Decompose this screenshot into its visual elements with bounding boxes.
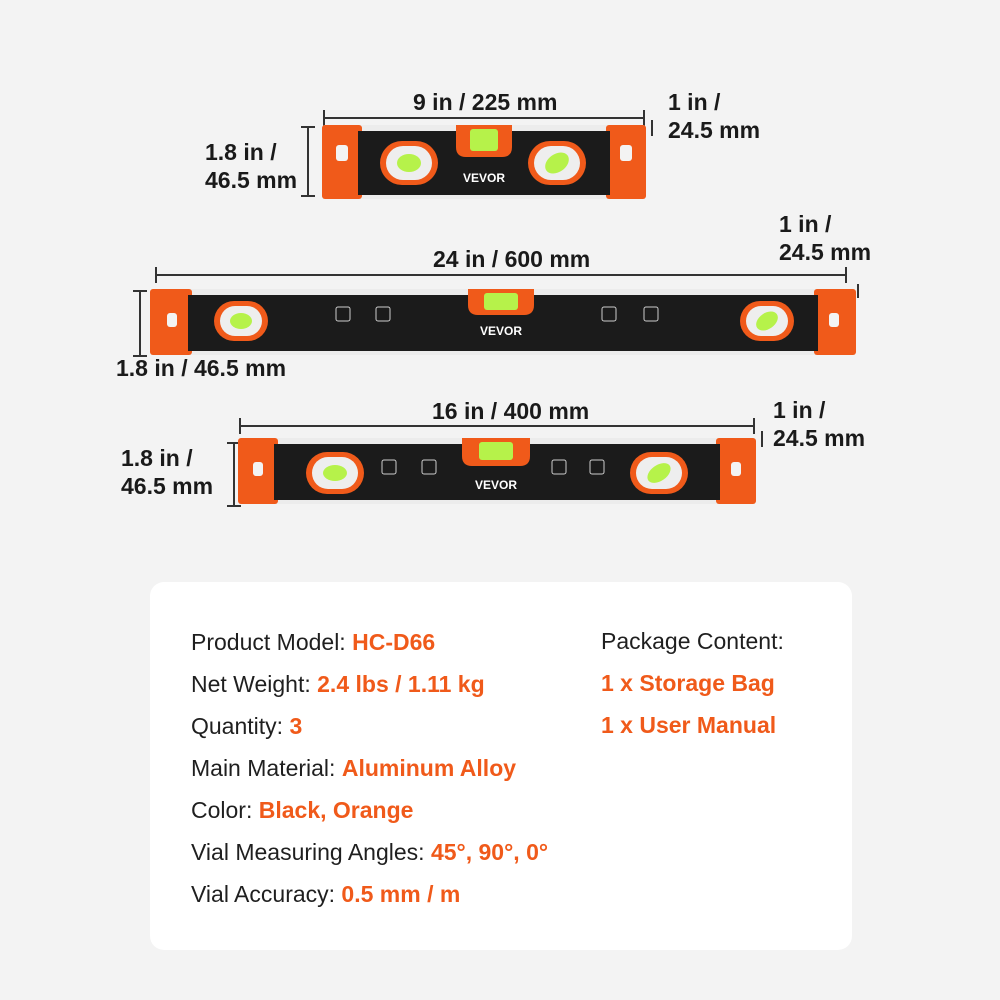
spec-value: 0.5 mm / m [341, 881, 461, 907]
width-label-line1: 1 in / [668, 89, 721, 115]
level-24in [150, 289, 856, 355]
dimension-tick [753, 418, 755, 434]
width-label-line2: 24.5 mm [779, 239, 872, 265]
spec-value: 3 [289, 713, 303, 739]
height-dimension-line [307, 126, 309, 196]
dimension-tick [845, 267, 847, 283]
spec-value: Aluminum Alloy [341, 755, 517, 781]
spec-product-model [191, 628, 435, 656]
spec-label: Main Material: [191, 755, 342, 781]
spec-value: 2.4 lbs / 1.11 kg [317, 671, 485, 697]
dimension-tick [239, 418, 241, 434]
brand-logo: VEVOR [474, 478, 518, 492]
width-label-line2: 24.5 mm [773, 425, 866, 451]
dimension-tick [643, 110, 645, 126]
height-label-line2: 46.5 mm [205, 167, 298, 193]
dimension-tick [155, 267, 157, 283]
width-dimension-line [857, 284, 859, 298]
length-label: 24 in / 600 mm [433, 246, 591, 272]
height-label-line1: 1.8 in / [205, 139, 277, 165]
spec-label: Quantity: [191, 713, 290, 739]
height-label-line2: 46.5 mm [121, 473, 214, 499]
width-label-line1: 1 in / [773, 397, 826, 423]
dimension-tick [301, 126, 315, 128]
spec-label: Net Weight: [191, 671, 318, 697]
dimension-tick [323, 110, 325, 126]
height-dimension-line [233, 442, 235, 506]
package-content-title: Package Content: [601, 628, 784, 654]
spec-color [191, 796, 413, 824]
spec-value: HC-D66 [352, 629, 436, 655]
length-label: 9 in / 225 mm [413, 89, 558, 115]
length-dimension-line [240, 425, 754, 427]
spec-value: Black, Orange [258, 797, 414, 823]
length-dimension-line [156, 274, 846, 276]
height-label: 1.8 in / 46.5 mm [116, 355, 287, 381]
package-item: 1 x Storage Bag [601, 670, 775, 696]
brand-logo: VEVOR [479, 324, 523, 338]
spec-card [150, 582, 852, 950]
spec-main-material [191, 754, 516, 782]
height-dimension-line [139, 290, 141, 356]
spec-vial-accuracy [191, 880, 460, 908]
width-label-line2: 24.5 mm [668, 117, 761, 143]
width-label-line1: 1 in / [779, 211, 832, 237]
dimension-tick [301, 195, 315, 197]
width-dimension-line [651, 120, 653, 136]
level-9in [322, 125, 646, 199]
spec-label: Color: [191, 797, 259, 823]
spec-label: Product Model: [191, 629, 353, 655]
spec-label: Vial Accuracy: [191, 881, 342, 907]
dimension-tick [227, 505, 241, 507]
level-16in [238, 438, 756, 504]
height-label-line1: 1.8 in / [121, 445, 193, 471]
spec-value: 45°, 90°, 0° [430, 839, 549, 865]
spec-net-weight [191, 670, 485, 698]
dimension-tick [133, 290, 147, 292]
spec-quantity [191, 712, 302, 740]
brand-logo: VEVOR [462, 171, 506, 185]
package-item: 1 x User Manual [601, 712, 777, 738]
spec-vial-angles [191, 838, 548, 866]
spec-label: Vial Measuring Angles: [191, 839, 431, 865]
width-dimension-line [761, 431, 763, 447]
length-label: 16 in / 400 mm [432, 398, 590, 424]
length-dimension-line [324, 117, 644, 119]
